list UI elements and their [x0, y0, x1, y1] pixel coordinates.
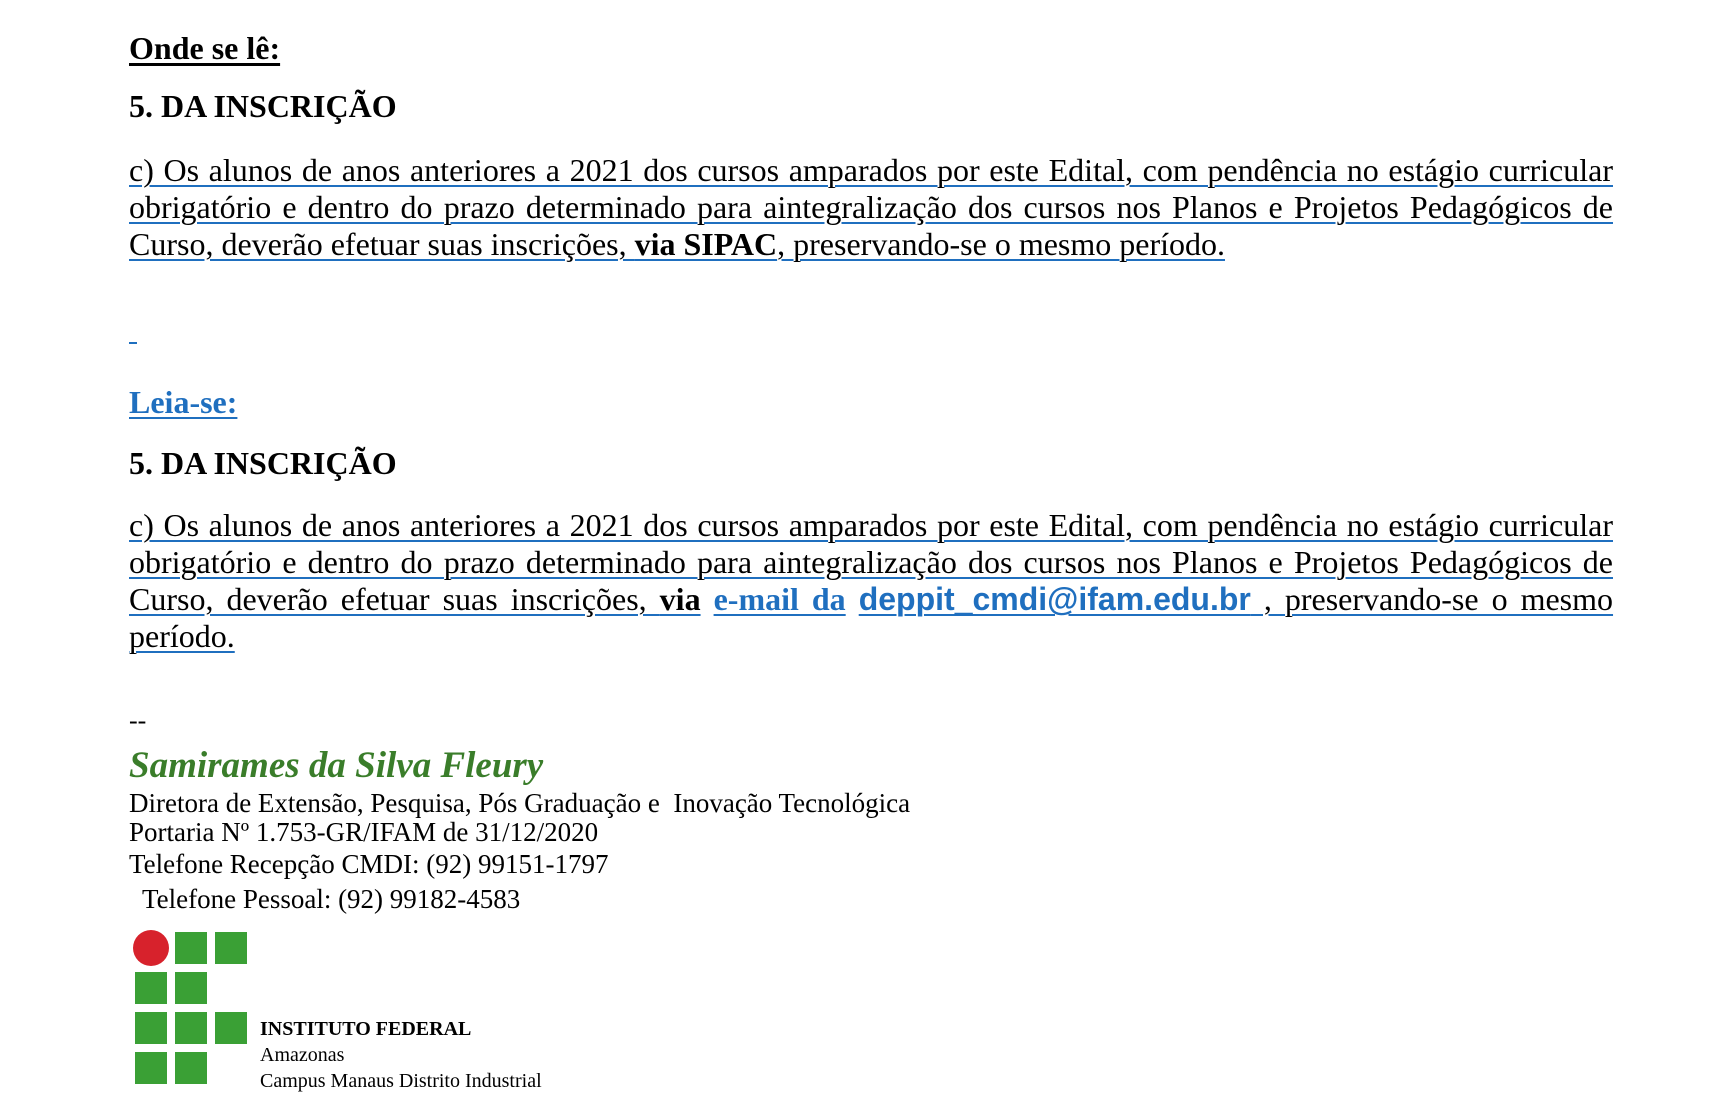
institution-name: INSTITUTO FEDERAL [260, 1018, 472, 1040]
after-paragraph [129, 507, 1613, 655]
logo-square [175, 1052, 207, 1084]
before-paragraph [129, 152, 1613, 263]
logo-square [135, 972, 167, 1004]
after-label: Leia-se: [129, 384, 238, 420]
signature-separator: -- [129, 706, 147, 735]
logo-square [135, 1052, 167, 1084]
blue-dash-mark [129, 342, 137, 344]
before-label: Onde se lê: [129, 30, 281, 66]
before-paragraph-text: c) Os alunos de anos anteriores a 2021 dos cursos amparados por este Edital, com pendência no estágio curricular obrigatório e dentro do prazo determinado para aintegralização dos cursos nos Planos e Projetos Pedagógicos de Curso, deverão efetuar suas inscrições, [129, 152, 1613, 262]
logo-red-dot [133, 930, 169, 966]
before-paragraph-end: , preservando-se o mesmo período. [777, 226, 1225, 262]
before-paragraph-via-sipac: via SIPAC [634, 226, 778, 262]
logo-square [175, 972, 207, 1004]
logo-square [135, 1012, 167, 1044]
logo-square [215, 1012, 247, 1044]
after-paragraph-email-label: e-mail da [713, 581, 846, 617]
signature-name: Samirames da Silva Fleury [129, 745, 544, 786]
logo-square [175, 1012, 207, 1044]
signature-phone-reception: Telefone Recepção CMDI: (92) 99151-1797 [129, 849, 609, 879]
institution-state: Amazonas [260, 1044, 345, 1066]
signature-title: Diretora de Extensão, Pesquisa, Pós Graduação e Inovação Tecnológica [129, 788, 911, 818]
after-heading: 5. DA INSCRIÇÃO [129, 445, 397, 481]
signature-phone-personal: Telefone Pessoal: (92) 99182-4583 [129, 884, 521, 914]
logo-square [215, 932, 247, 964]
before-heading: 5. DA INSCRIÇÃO [129, 88, 397, 124]
signature-portaria: Portaria Nº 1.753-GR/IFAM de 31/12/2020 [129, 817, 599, 847]
after-paragraph-via: via [659, 581, 701, 617]
ifam-logo [133, 930, 249, 1086]
after-paragraph-text: c) Os alunos de anos anteriores a 2021 dos cursos amparados por este Edital, com pendência no estágio curricular obrigatório e dentro do prazo determinado para aintegralização dos cursos nos Planos e Projetos Pedagógicos de Curso, deverão efetuar suas inscrições, [129, 507, 1613, 617]
after-paragraph-end: , preservando-se o mesmo período. [129, 581, 1614, 654]
logo-square [175, 932, 207, 964]
institution-campus: Campus Manaus Distrito Industrial [260, 1070, 542, 1092]
email-link[interactable]: deppit_cmdi@ifam.edu.br [858, 581, 1251, 617]
